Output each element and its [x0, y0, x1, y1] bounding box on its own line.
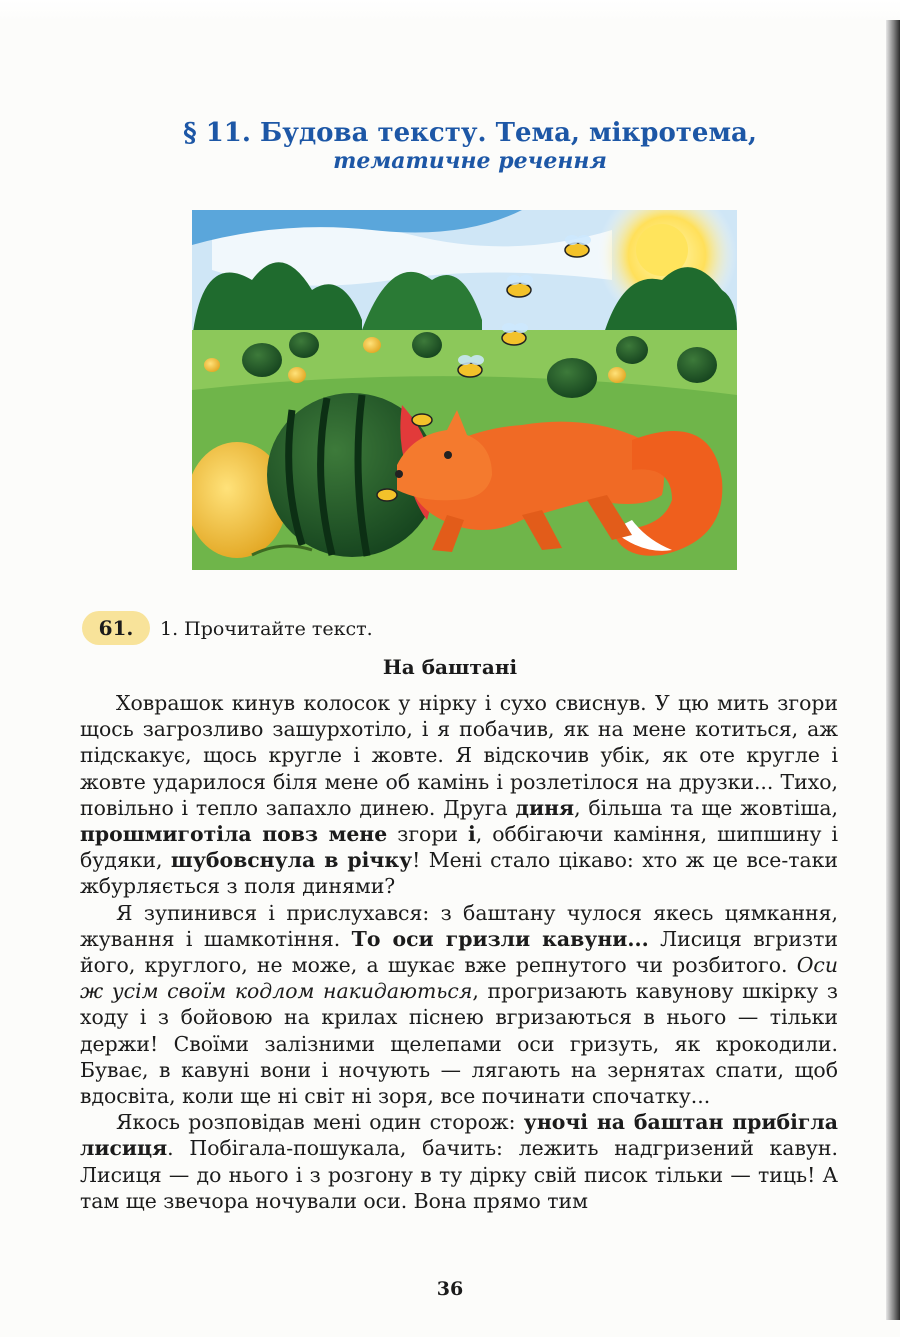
text-run: . Побігала-пошукала, бачить: лежить надгризений кавун. Лисиця — до нього і з розгону в ту дірку свій писок тільки — тиць! А там ще звечора ночували оси. Вона прямо тим	[80, 1136, 838, 1213]
bold-run: шубовснула в річку	[170, 848, 413, 873]
bold-run: прошмиготіла повз мене	[80, 822, 388, 847]
text-run: , більша та ще жовтіша,	[574, 795, 838, 820]
paragraph-3	[80, 1109, 838, 1214]
section-title-line2: тематичне речення	[333, 148, 607, 174]
exercise-number-badge: 61.	[82, 611, 150, 645]
section-title-line1: § 11. Будова тексту. Тема, мікротема,	[183, 118, 757, 148]
page-number: 36	[436, 1278, 464, 1300]
text-run: згори	[387, 822, 468, 847]
exercise-task: 1. Прочитайте текст.	[160, 618, 373, 640]
text-run: , оббігаючи каміння, шипшину і будяки,	[80, 822, 838, 873]
italic-run: Оси ж усім своїм кодлом накидаються	[80, 953, 838, 1004]
paragraph-1	[80, 690, 838, 900]
section-title	[120, 118, 820, 174]
text-run: Лисиця вгризти його, круглого, не може, а шукає вже репнутого чи розбитого.	[80, 926, 838, 978]
text-run: Ховрашок кинув колосок у нірку і сухо свиснув. У цю мить згори щось загрозливо зашурхотіло, і я побачив, як на мене котиться, аж підскакує, щось кругле і жовте. Я відскочив убік, як оте кругле і жовте ударилося біля мене об камінь і розлетілося на друзки... Тихо, повільно і тепло запахло динею. Друга	[80, 691, 838, 820]
fox-eating-watermelon-illustration	[192, 210, 737, 570]
bold-run: диня	[515, 795, 575, 820]
text-run: , прогризають кавунову шкірку з ходу і з бойовою на крилах піснею вгризаються в нього — тільки держи! Своїми залізними щелепами оси гризуть, як крокодили. Буває, в кавуні вони і ночують — лягають на зернятах спати, щоб вдосвіта, коли ще ні світ ні зоря, все починати спочатку...	[80, 979, 838, 1109]
text-run: Я зупинився і прислухався: з баштану чулося якесь цямкання, жування і шамкотіння.	[80, 900, 838, 951]
story-text	[80, 690, 838, 1214]
bold-run: уночі на баштан прибігла лисиця	[80, 1110, 838, 1161]
bold-run: і	[468, 822, 476, 847]
text-run: ! Мені стало цікаво: хто ж це все-таки жбурляється з поля динями?	[80, 848, 838, 899]
story-title: На баштані	[382, 655, 518, 679]
paragraph-2	[80, 900, 838, 1110]
page-top-edge	[0, 0, 900, 22]
bold-run: То оси гризли кавуни...	[351, 926, 649, 951]
text-run: Якось розповідав мені один сторож:	[116, 1110, 524, 1135]
